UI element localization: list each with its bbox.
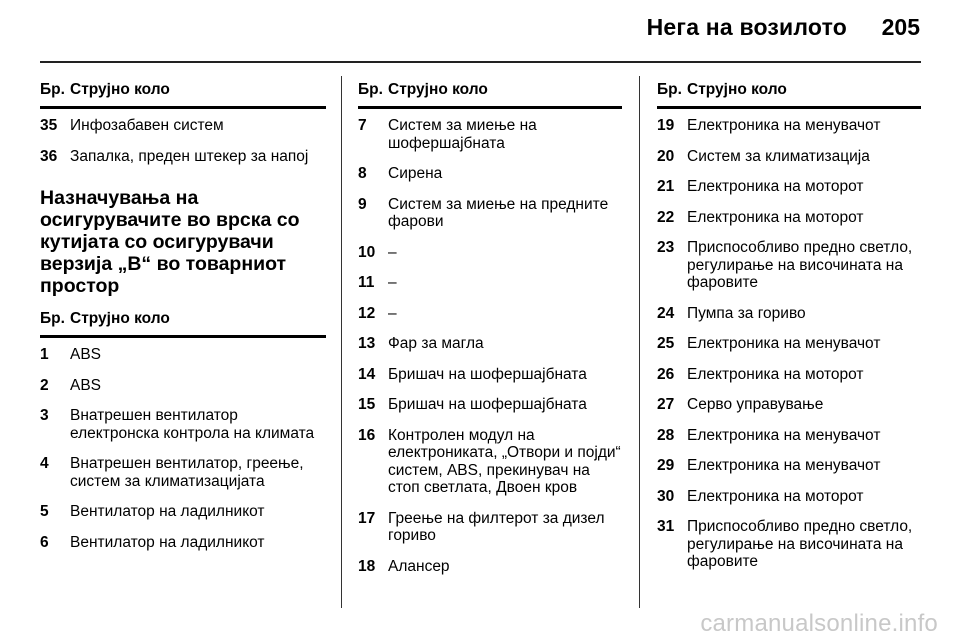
header-no: Бр.	[657, 81, 682, 98]
table-row	[657, 170, 921, 201]
fuse-number: 19	[657, 117, 675, 134]
circuit-description: Приспособливо предно светло, регулирање на височината на фаровите	[687, 518, 913, 570]
circuit-description: Сирена	[388, 165, 443, 182]
table-row	[40, 369, 326, 400]
fuse-number: 14	[358, 365, 376, 383]
circuit-description: Контролен модул на електрониката, „Отвори и појди“ систем, ABS, прекинувач на стоп светлата, Двоен кров	[388, 426, 621, 496]
fuse-number: 30	[657, 487, 675, 505]
table-row	[40, 109, 326, 140]
circuit-description: Серво управување	[687, 396, 824, 413]
table-row	[358, 297, 622, 328]
fuse-number: 12	[358, 304, 376, 322]
table-row	[657, 109, 921, 140]
column-2	[358, 76, 622, 580]
circuit-description: –	[388, 304, 397, 322]
circuit-description: Внатрешен вентилатор електронска контрола на климата	[70, 407, 315, 442]
fuse-number: 15	[358, 396, 376, 413]
header-no: Бр.	[40, 310, 65, 327]
table-row	[40, 140, 326, 171]
table-row	[657, 388, 921, 419]
header-circuit: Струјно коло	[388, 81, 488, 98]
circuit-description: Електроника на моторот	[687, 178, 864, 195]
fuse-number: 31	[657, 518, 675, 535]
circuit-description: Алансер	[388, 557, 450, 575]
table-row	[657, 480, 921, 511]
table-row	[657, 231, 921, 297]
fuse-number: 23	[657, 239, 675, 256]
table-row	[40, 447, 326, 495]
header-divider	[40, 61, 921, 63]
circuit-description: Систем за миење на предните фарови	[388, 195, 609, 230]
circuit-description: Греење на филтерот за дизел гориво	[388, 509, 605, 544]
table-row	[358, 109, 622, 157]
circuit-description: Електроника на моторот	[687, 365, 864, 383]
circuit-description: ABS	[70, 376, 102, 394]
table-header	[657, 76, 921, 109]
circuit-description: Инфозабавен систем	[70, 117, 224, 134]
column-3	[657, 76, 921, 576]
column-1	[40, 76, 326, 556]
fuse-number: 6	[40, 533, 49, 551]
table-row	[358, 236, 622, 267]
fuse-number: 36	[40, 147, 58, 165]
circuit-description: Електроника на менувачот	[687, 335, 881, 352]
fuse-number: 7	[358, 117, 367, 134]
fuse-number: 13	[358, 335, 376, 352]
circuit-description: Запалка, преден штекер за напој	[70, 147, 309, 165]
table-row	[40, 338, 326, 369]
fuse-number: 25	[657, 335, 675, 352]
circuit-description: –	[388, 243, 397, 261]
table-row	[657, 510, 921, 576]
table-row	[358, 266, 622, 297]
circuit-description: Електроника на менувачот	[687, 426, 881, 444]
header-no: Бр.	[358, 81, 383, 98]
fuse-number: 16	[358, 426, 376, 444]
column-divider	[341, 76, 342, 608]
table-row	[657, 201, 921, 232]
table-header	[40, 305, 326, 338]
header-circuit: Струјно коло	[687, 81, 787, 98]
table-row	[358, 327, 622, 358]
circuit-description: Бришач на шофершајбната	[388, 396, 587, 413]
table-header	[358, 76, 622, 109]
table-row	[358, 157, 622, 188]
circuit-description: Вентилатор на ладилникот	[70, 503, 265, 520]
circuit-description: Приспособливо предно светло, регулирање на височината на фаровите	[687, 239, 913, 291]
page-title: Нега на возилото	[646, 14, 847, 40]
table-row	[358, 358, 622, 389]
circuit-description: Пумпа за гориво	[687, 304, 806, 322]
fuse-number: 5	[40, 503, 49, 520]
table-row	[358, 188, 622, 236]
fuse-number: 21	[657, 178, 675, 195]
circuit-description: ABS	[70, 346, 102, 363]
fuse-number: 24	[657, 304, 675, 322]
page-number: 205	[881, 14, 920, 40]
fuse-number: 8	[358, 165, 367, 182]
section-heading: Назначувања на осигурувачите во врска со кутијата со осигурувачи верзија „B“ во товарниот простор	[40, 187, 300, 297]
header-circuit: Струјно коло	[70, 81, 170, 98]
header-circuit: Струјно коло	[70, 310, 170, 327]
column-divider	[639, 76, 640, 608]
table-row	[657, 419, 921, 450]
circuit-description: Фар за магла	[388, 335, 484, 352]
table-row	[657, 358, 921, 389]
fuse-number: 2	[40, 376, 49, 394]
fuse-number: 10	[358, 243, 376, 261]
circuit-description: Систем за миење на шофершајбната	[388, 117, 537, 152]
table-row	[358, 502, 622, 550]
table-row	[657, 327, 921, 358]
fuse-number: 11	[358, 274, 375, 291]
table-header	[40, 76, 326, 109]
fuse-number: 17	[358, 509, 376, 527]
fuse-number: 9	[358, 195, 367, 213]
fuse-number: 20	[657, 147, 675, 165]
circuit-description: Внатрешен вентилатор, греење, систем за климатизацијата	[70, 455, 304, 490]
header-no: Бр.	[40, 81, 65, 98]
fuse-number: 18	[358, 557, 376, 575]
circuit-description: Систем за климатизација	[687, 147, 870, 165]
table-row	[657, 449, 921, 480]
fuse-number: 29	[657, 457, 675, 474]
circuit-description: Електроника на менувачот	[687, 457, 881, 474]
table-row	[358, 419, 622, 502]
circuit-description: Електроника на менувачот	[687, 117, 881, 134]
fuse-number: 1	[40, 346, 49, 363]
table-row	[40, 399, 326, 447]
fuse-number: 22	[657, 208, 675, 226]
fuse-number: 4	[40, 455, 49, 472]
fuse-number: 3	[40, 407, 49, 424]
circuit-description: Електроника на моторот	[687, 208, 864, 226]
fuse-number: 28	[657, 426, 675, 444]
table-row	[358, 388, 622, 419]
watermark: carmanualsonline.info	[700, 610, 938, 637]
fuse-number: 26	[657, 365, 675, 383]
table-row	[657, 140, 921, 171]
table-row	[40, 526, 326, 557]
fuse-number: 35	[40, 117, 58, 134]
table-row	[657, 297, 921, 328]
circuit-description: Електроника на моторот	[687, 487, 864, 505]
circuit-description: Вентилатор на ладилникот	[70, 533, 265, 551]
fuse-number: 27	[657, 396, 675, 413]
table-row	[40, 495, 326, 526]
table-row	[358, 550, 622, 581]
circuit-description: –	[388, 274, 397, 291]
circuit-description: Бришач на шофершајбната	[388, 365, 587, 383]
